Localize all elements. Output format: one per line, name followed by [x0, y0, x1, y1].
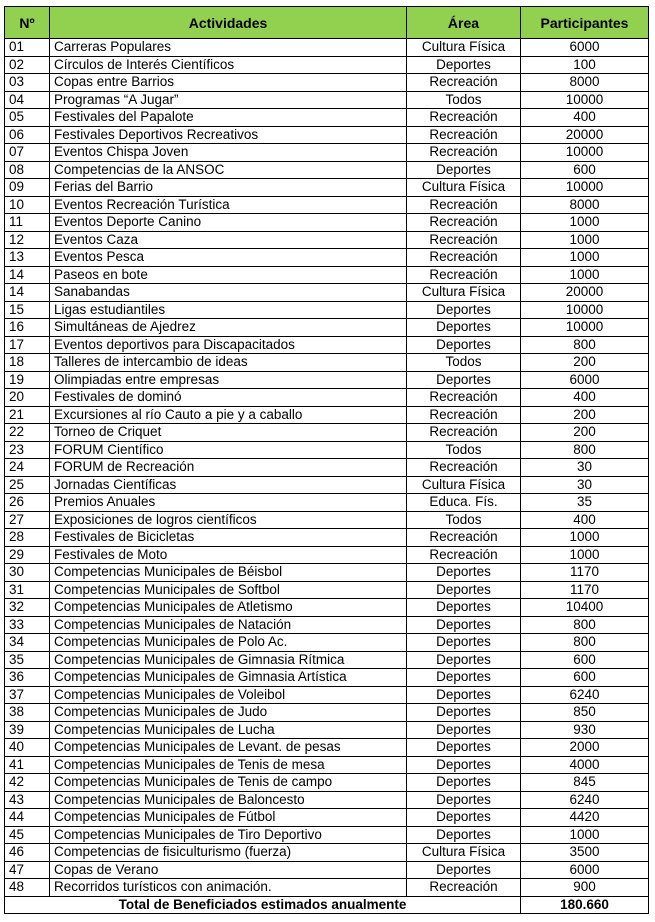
- cell-area: Recreación: [407, 126, 521, 144]
- cell-num: 12: [5, 231, 50, 249]
- cell-participants: 8000: [521, 74, 649, 92]
- cell-participants: 6000: [521, 371, 649, 389]
- table-header: [5, 7, 649, 39]
- cell-num: 27: [5, 511, 50, 529]
- cell-num: 47: [5, 861, 50, 879]
- cell-activity: Competencias Municipales de Gimnasia Rítmica: [50, 651, 407, 669]
- cell-activity: Premios Anuales: [50, 494, 407, 512]
- cell-activity: Talleres de intercambio de ideas: [50, 354, 407, 372]
- cell-num: 37: [5, 686, 50, 704]
- cell-area: Recreación: [407, 406, 521, 424]
- cell-activity: Torneo de Criquet: [50, 424, 407, 442]
- cell-participants: 1170: [521, 564, 649, 582]
- cell-activity: Olimpiadas entre empresas: [50, 371, 407, 389]
- cell-num: 16: [5, 319, 50, 337]
- cell-participants: 1000: [521, 546, 649, 564]
- header-activity: Actividades: [50, 7, 407, 39]
- cell-area: Recreación: [407, 144, 521, 162]
- table-row: [5, 441, 649, 459]
- cell-area: Recreación: [407, 109, 521, 127]
- cell-participants: 1170: [521, 581, 649, 599]
- table-row: [5, 144, 649, 162]
- cell-participants: 10000: [521, 301, 649, 319]
- cell-participants: 10000: [521, 179, 649, 197]
- table-row: [5, 459, 649, 477]
- cell-participants: 3500: [521, 844, 649, 862]
- cell-area: Deportes: [407, 774, 521, 792]
- cell-area: Deportes: [407, 686, 521, 704]
- cell-area: Deportes: [407, 616, 521, 634]
- cell-activity: Círculos de Interés Científicos: [50, 56, 407, 74]
- cell-area: Recreación: [407, 214, 521, 232]
- table-row: [5, 879, 649, 897]
- cell-activity: Competencias de la ANSOC: [50, 161, 407, 179]
- table-row: [5, 756, 649, 774]
- cell-area: Deportes: [407, 599, 521, 617]
- cell-area: Deportes: [407, 826, 521, 844]
- table-row: [5, 476, 649, 494]
- cell-activity: Festivales de Bicicletas: [50, 529, 407, 547]
- cell-participants: 1000: [521, 214, 649, 232]
- header-area: Área: [407, 7, 521, 39]
- cell-activity: Competencias Municipales de Tiro Deportivo: [50, 826, 407, 844]
- table-row: [5, 196, 649, 214]
- cell-num: 45: [5, 826, 50, 844]
- cell-activity: Ferias del Barrio: [50, 179, 407, 197]
- cell-participants: 400: [521, 109, 649, 127]
- cell-area: Deportes: [407, 301, 521, 319]
- cell-area: Recreación: [407, 879, 521, 897]
- cell-activity: Competencias Municipales de Voleibol: [50, 686, 407, 704]
- header-num: Nº: [5, 7, 50, 39]
- table-row: [5, 686, 649, 704]
- cell-participants: 1000: [521, 826, 649, 844]
- cell-activity: Exposiciones de logros científicos: [50, 511, 407, 529]
- cell-participants: 10000: [521, 91, 649, 109]
- cell-participants: 200: [521, 406, 649, 424]
- cell-num: 22: [5, 424, 50, 442]
- table-row: [5, 634, 649, 652]
- cell-area: Deportes: [407, 581, 521, 599]
- cell-num: 07: [5, 144, 50, 162]
- cell-num: 15: [5, 301, 50, 319]
- cell-activity: FORUM Científico: [50, 441, 407, 459]
- cell-activity: Eventos Recreación Turística: [50, 196, 407, 214]
- cell-area: Deportes: [407, 791, 521, 809]
- cell-participants: 1000: [521, 249, 649, 267]
- table-row: [5, 669, 649, 687]
- cell-num: 25: [5, 476, 50, 494]
- cell-participants: 1000: [521, 231, 649, 249]
- table-row: [5, 354, 649, 372]
- cell-participants: 800: [521, 634, 649, 652]
- cell-area: Deportes: [407, 809, 521, 827]
- cell-area: Deportes: [407, 669, 521, 687]
- cell-num: 43: [5, 791, 50, 809]
- cell-num: 14: [5, 284, 50, 302]
- cell-participants: 600: [521, 161, 649, 179]
- cell-activity: Festivales Deportivos Recreativos: [50, 126, 407, 144]
- table-row: [5, 599, 649, 617]
- cell-num: 46: [5, 844, 50, 862]
- cell-activity: Festivales del Papalote: [50, 109, 407, 127]
- cell-num: 26: [5, 494, 50, 512]
- table-row: [5, 529, 649, 547]
- cell-num: 35: [5, 651, 50, 669]
- cell-participants: 800: [521, 441, 649, 459]
- table-row: [5, 861, 649, 879]
- cell-activity: Competencias Municipales de Natación: [50, 616, 407, 634]
- cell-num: 06: [5, 126, 50, 144]
- cell-participants: 6000: [521, 861, 649, 879]
- cell-activity: Paseos en bote: [50, 266, 407, 284]
- table-row: [5, 721, 649, 739]
- table-row: [5, 56, 649, 74]
- cell-activity: Jornadas Científicas: [50, 476, 407, 494]
- cell-area: Recreación: [407, 196, 521, 214]
- cell-activity: Excursiones al río Cauto a pie y a caballo: [50, 406, 407, 424]
- cell-activity: Competencias Municipales de Béisbol: [50, 564, 407, 582]
- cell-num: 40: [5, 739, 50, 757]
- cell-activity: Eventos Chispa Joven: [50, 144, 407, 162]
- cell-activity: FORUM de Recreación: [50, 459, 407, 477]
- cell-activity: Festivales de Moto: [50, 546, 407, 564]
- cell-num: 20: [5, 389, 50, 407]
- cell-participants: 400: [521, 511, 649, 529]
- cell-area: Todos: [407, 91, 521, 109]
- cell-num: 18: [5, 354, 50, 372]
- cell-num: 05: [5, 109, 50, 127]
- cell-num: 31: [5, 581, 50, 599]
- cell-participants: 6240: [521, 686, 649, 704]
- cell-area: Recreación: [407, 249, 521, 267]
- cell-activity: Competencias Municipales de Tenis de campo: [50, 774, 407, 792]
- cell-participants: 10000: [521, 144, 649, 162]
- cell-num: 17: [5, 336, 50, 354]
- cell-participants: 2000: [521, 739, 649, 757]
- cell-num: 04: [5, 91, 50, 109]
- cell-area: Deportes: [407, 756, 521, 774]
- cell-activity: Programas “A Jugar”: [50, 91, 407, 109]
- cell-participants: 800: [521, 336, 649, 354]
- cell-num: 41: [5, 756, 50, 774]
- cell-num: 30: [5, 564, 50, 582]
- table-row: [5, 371, 649, 389]
- table-row: [5, 774, 649, 792]
- cell-activity: Competencias Municipales de Polo Ac.: [50, 634, 407, 652]
- table-row: [5, 284, 649, 302]
- cell-area: Cultura Física: [407, 39, 521, 57]
- table-row: [5, 406, 649, 424]
- cell-area: Recreación: [407, 231, 521, 249]
- table-row: [5, 74, 649, 92]
- cell-area: Deportes: [407, 651, 521, 669]
- cell-activity: Festivales de dominó: [50, 389, 407, 407]
- cell-activity: Ligas estudiantiles: [50, 301, 407, 319]
- cell-num: 09: [5, 179, 50, 197]
- cell-activity: Competencias Municipales de Lucha: [50, 721, 407, 739]
- table-row: [5, 494, 649, 512]
- cell-num: 19: [5, 371, 50, 389]
- cell-num: 24: [5, 459, 50, 477]
- cell-num: 38: [5, 704, 50, 722]
- cell-area: Recreación: [407, 546, 521, 564]
- cell-participants: 10400: [521, 599, 649, 617]
- cell-participants: 400: [521, 389, 649, 407]
- cell-participants: 6000: [521, 39, 649, 57]
- cell-area: Recreación: [407, 74, 521, 92]
- cell-num: 10: [5, 196, 50, 214]
- table-row: [5, 214, 649, 232]
- cell-activity: Competencias Municipales de Tenis de mesa: [50, 756, 407, 774]
- cell-activity: Recorridos turísticos con animación.: [50, 879, 407, 897]
- cell-participants: 845: [521, 774, 649, 792]
- table-row: [5, 91, 649, 109]
- cell-participants: 930: [521, 721, 649, 739]
- cell-participants: 6240: [521, 791, 649, 809]
- cell-activity: Competencias Municipales de Atletismo: [50, 599, 407, 617]
- cell-participants: 850: [521, 704, 649, 722]
- cell-activity: Competencias Municipales de Fútbol: [50, 809, 407, 827]
- cell-activity: Carreras Populares: [50, 39, 407, 57]
- cell-participants: 4000: [521, 756, 649, 774]
- table-row: [5, 564, 649, 582]
- cell-participants: 800: [521, 616, 649, 634]
- cell-activity: Eventos deportivos para Discapacitados: [50, 336, 407, 354]
- cell-area: Deportes: [407, 371, 521, 389]
- activities-document: [4, 6, 648, 914]
- cell-participants: 1000: [521, 529, 649, 547]
- table-row: [5, 319, 649, 337]
- table-row: [5, 161, 649, 179]
- cell-area: Cultura Física: [407, 844, 521, 862]
- table-row: [5, 739, 649, 757]
- table-row: [5, 231, 649, 249]
- table-row: [5, 511, 649, 529]
- cell-activity: Eventos Caza: [50, 231, 407, 249]
- cell-num: 13: [5, 249, 50, 267]
- cell-num: 36: [5, 669, 50, 687]
- cell-participants: 8000: [521, 196, 649, 214]
- cell-activity: Copas de Verano: [50, 861, 407, 879]
- cell-activity: Competencias Municipales de Judo: [50, 704, 407, 722]
- total-row: [5, 896, 649, 913]
- table-row: [5, 179, 649, 197]
- table-row: [5, 546, 649, 564]
- cell-num: 39: [5, 721, 50, 739]
- cell-activity: Competencias Municipales de Levant. de pesas: [50, 739, 407, 757]
- cell-area: Educa. Fís.: [407, 494, 521, 512]
- cell-num: 33: [5, 616, 50, 634]
- header-participants: Participantes: [521, 7, 649, 39]
- cell-num: 28: [5, 529, 50, 547]
- cell-num: 32: [5, 599, 50, 617]
- cell-participants: 200: [521, 424, 649, 442]
- cell-participants: 20000: [521, 126, 649, 144]
- table-row: [5, 844, 649, 862]
- cell-activity: Eventos Pesca: [50, 249, 407, 267]
- table-row: [5, 424, 649, 442]
- cell-num: 44: [5, 809, 50, 827]
- cell-participants: 600: [521, 669, 649, 687]
- table-row: [5, 266, 649, 284]
- cell-activity: Simultáneas de Ajedrez: [50, 319, 407, 337]
- cell-activity: Sanabandas: [50, 284, 407, 302]
- cell-area: Todos: [407, 441, 521, 459]
- table-row: [5, 616, 649, 634]
- cell-activity: Competencias Municipales de Gimnasia Artística: [50, 669, 407, 687]
- header-row: [5, 7, 649, 39]
- cell-num: 01: [5, 39, 50, 57]
- cell-area: Deportes: [407, 56, 521, 74]
- table-row: [5, 704, 649, 722]
- cell-area: Recreación: [407, 424, 521, 442]
- cell-participants: 100: [521, 56, 649, 74]
- activities-table: [4, 6, 649, 914]
- table-row: [5, 791, 649, 809]
- cell-area: Cultura Física: [407, 476, 521, 494]
- cell-num: 23: [5, 441, 50, 459]
- cell-area: Recreación: [407, 529, 521, 547]
- table-row: [5, 581, 649, 599]
- cell-activity: Competencias Municipales de Softbol: [50, 581, 407, 599]
- table-row: [5, 301, 649, 319]
- cell-activity: Competencias Municipales de Baloncesto: [50, 791, 407, 809]
- total-label: Total de Beneficiados estimados anualmente: [5, 896, 521, 913]
- table-row: [5, 336, 649, 354]
- cell-num: 34: [5, 634, 50, 652]
- table-row: [5, 809, 649, 827]
- cell-activity: Eventos Deporte Canino: [50, 214, 407, 232]
- table-row: [5, 126, 649, 144]
- cell-area: Deportes: [407, 634, 521, 652]
- cell-area: Deportes: [407, 704, 521, 722]
- cell-num: 08: [5, 161, 50, 179]
- cell-area: Cultura Física: [407, 179, 521, 197]
- cell-participants: 900: [521, 879, 649, 897]
- cell-area: Deportes: [407, 161, 521, 179]
- table-row: [5, 39, 649, 57]
- table-row: [5, 651, 649, 669]
- cell-participants: 30: [521, 459, 649, 477]
- cell-area: Deportes: [407, 739, 521, 757]
- cell-area: Todos: [407, 511, 521, 529]
- cell-activity: Competencias de fisiculturismo (fuerza): [50, 844, 407, 862]
- table-row: [5, 249, 649, 267]
- cell-num: 29: [5, 546, 50, 564]
- cell-num: 42: [5, 774, 50, 792]
- cell-num: 21: [5, 406, 50, 424]
- cell-participants: 20000: [521, 284, 649, 302]
- cell-participants: 1000: [521, 266, 649, 284]
- cell-area: Recreación: [407, 389, 521, 407]
- cell-area: Deportes: [407, 861, 521, 879]
- table-row: [5, 109, 649, 127]
- cell-participants: 30: [521, 476, 649, 494]
- table-row: [5, 826, 649, 844]
- cell-num: 02: [5, 56, 50, 74]
- cell-area: Todos: [407, 354, 521, 372]
- cell-num: 48: [5, 879, 50, 897]
- cell-area: Cultura Física: [407, 284, 521, 302]
- cell-area: Recreación: [407, 266, 521, 284]
- cell-participants: 10000: [521, 319, 649, 337]
- cell-participants: 600: [521, 651, 649, 669]
- cell-area: Recreación: [407, 459, 521, 477]
- table-body: [5, 39, 649, 897]
- total-value: 180.660: [521, 896, 649, 913]
- cell-participants: 35: [521, 494, 649, 512]
- cell-activity: Copas entre Barrios: [50, 74, 407, 92]
- table-row: [5, 389, 649, 407]
- table-footer: [5, 896, 649, 913]
- cell-participants: 4420: [521, 809, 649, 827]
- cell-participants: 200: [521, 354, 649, 372]
- cell-num: 14: [5, 266, 50, 284]
- cell-area: Deportes: [407, 336, 521, 354]
- cell-num: 03: [5, 74, 50, 92]
- cell-num: 11: [5, 214, 50, 232]
- cell-area: Deportes: [407, 564, 521, 582]
- cell-area: Deportes: [407, 319, 521, 337]
- cell-area: Deportes: [407, 721, 521, 739]
